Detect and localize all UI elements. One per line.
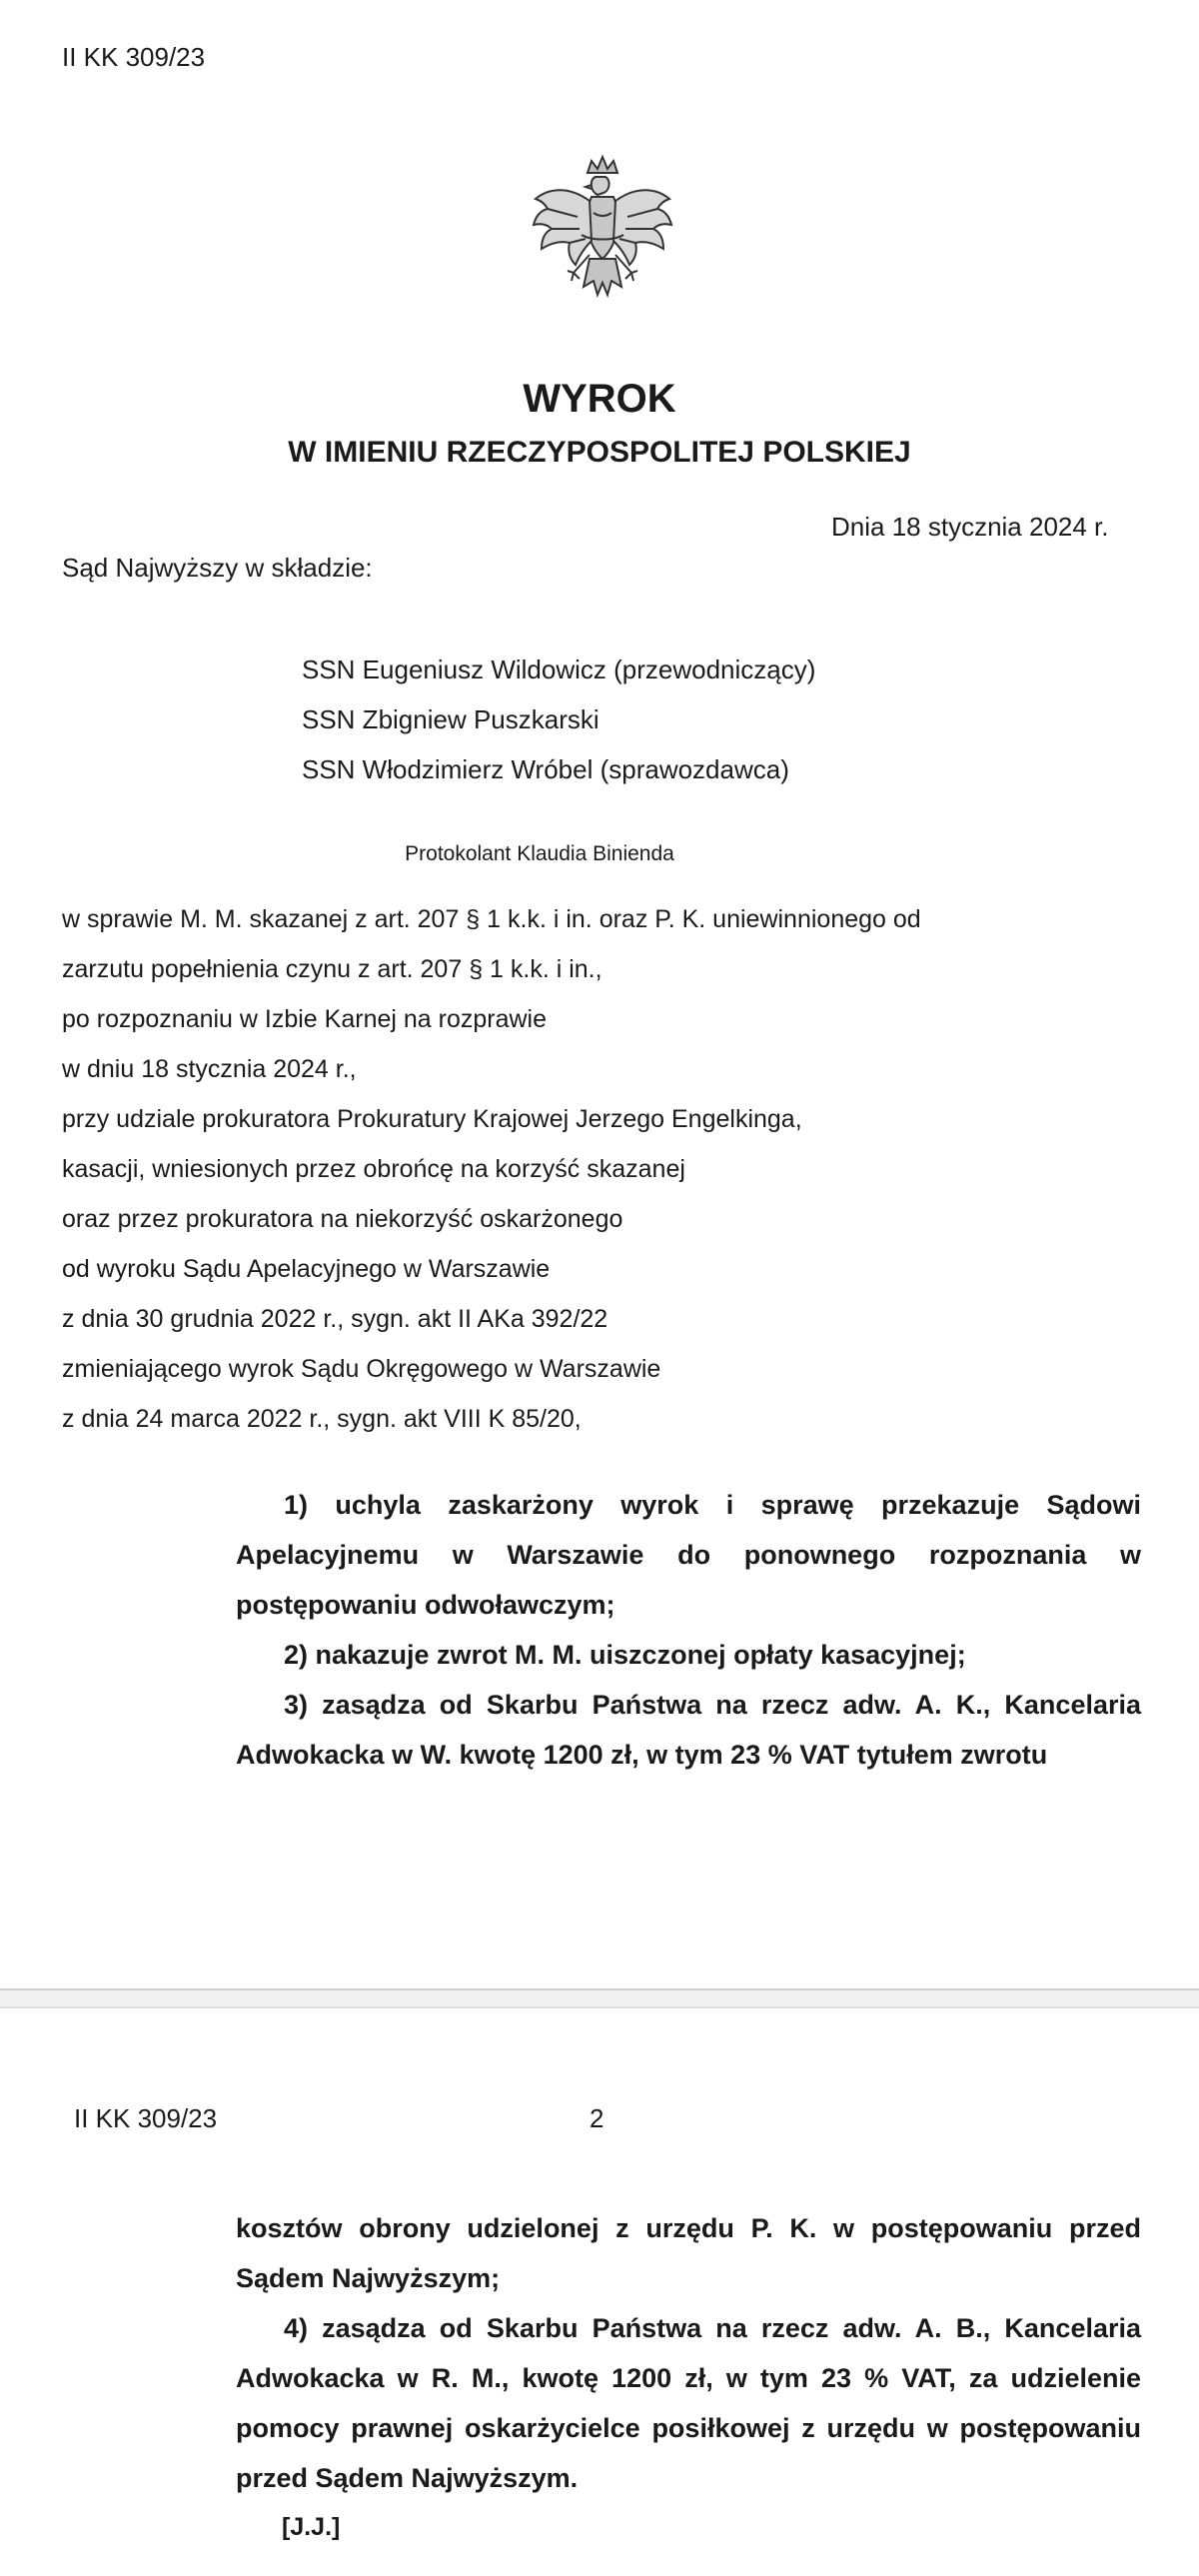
case-line: po rozpoznaniu w Izbie Karnej na rozprawie: [62, 1005, 547, 1033]
court-clerk: Protokolant Klaudia Binienda: [405, 842, 674, 865]
initials: [J.J.]: [282, 2513, 341, 2541]
judge-member: SSN Zbigniew Puszkarski: [302, 704, 600, 734]
case-line: od wyroku Sądu Apelacyjnego w Warszawie: [62, 1255, 551, 1283]
judge-rapporteur: SSN Włodzimierz Wróbel (sprawozdawca): [302, 754, 789, 784]
document-subtitle: W IMIENIU RZECZYPOSPOLITEJ POLSKIEJ: [288, 436, 911, 469]
page-separator: [0, 1988, 1199, 2008]
verdict-point-4: 4) zasądza od Skarbu Państwa na rzecz adw. A. B., Kancelaria Adwokacka w R. M., kwotę 1200 zł, w tym 23 % VAT, za udzielenie pomocy prawnej oskarżycielce posiłkowej z urzędu w postępowaniu przed Sądem Najwyższym.: [236, 2313, 1141, 2493]
case-line: zarzutu popełnienia czynu z art. 207 § 1 k.k. i in.,: [62, 955, 602, 983]
case-signature: II KK 309/23: [62, 42, 206, 72]
polish-eagle-emblem-icon: [528, 155, 677, 310]
verdict-ruling: [236, 1480, 1141, 1780]
document-page-2: [0, 2008, 1199, 2576]
verdict-point-2: 2) nakazuje zwrot M. M. uiszczonej opłaty kasacyjnej;: [284, 1640, 966, 1670]
verdict-point-3-continuation: kosztów obrony udzielonej z urzędu P. K. w postępowaniu przed Sądem Najwyższym;: [236, 2213, 1141, 2293]
case-line: w dniu 18 stycznia 2024 r.,: [62, 1055, 357, 1083]
case-line: w sprawie M. M. skazanej z art. 207 § 1 k.k. i in. oraz P. K. uniewinnionego od: [62, 905, 921, 933]
page-number: 2: [590, 2103, 604, 2133]
document-title: WYROK: [523, 377, 676, 421]
case-line: przy udziale prokuratora Prokuratury Krajowej Jerzego Engelkinga,: [62, 1105, 802, 1133]
verdict-point-1: 1) uchyla zaskarżony wyrok i sprawę przekazuje Sądowi Apelacyjnemu w Warszawie do ponownego rozpoznania w postępowaniu odwoławczym;: [236, 1490, 1141, 1620]
judgment-date: Dnia 18 stycznia 2024 r.: [831, 512, 1109, 542]
court-composition: Sąd Najwyższy w składzie:: [62, 553, 373, 583]
case-line: oraz przez prokuratora na niekorzyść oskarżonego: [62, 1205, 623, 1233]
case-line: z dnia 30 grudnia 2022 r., sygn. akt II AKa 392/22: [62, 1305, 608, 1333]
judge-presiding: SSN Eugeniusz Wildowicz (przewodniczący): [302, 654, 816, 684]
verdict-point-3: 3) zasądza od Skarbu Państwa na rzecz adw. A. K., Kancelaria Adwokacka w W. kwotę 1200 zł, w tym 23 % VAT tytułem zwrotu: [236, 1690, 1141, 1770]
case-line: z dnia 24 marca 2022 r., sygn. akt VIII K 85/20,: [62, 1405, 582, 1433]
verdict-continuation: [236, 2203, 1141, 2503]
case-line: kasacji, wniesionych przez obrońcę na korzyść skazanej: [62, 1155, 685, 1183]
case-line: zmieniającego wyrok Sądu Okręgowego w Warszawie: [62, 1355, 661, 1383]
case-signature: II KK 309/23: [74, 2103, 218, 2133]
